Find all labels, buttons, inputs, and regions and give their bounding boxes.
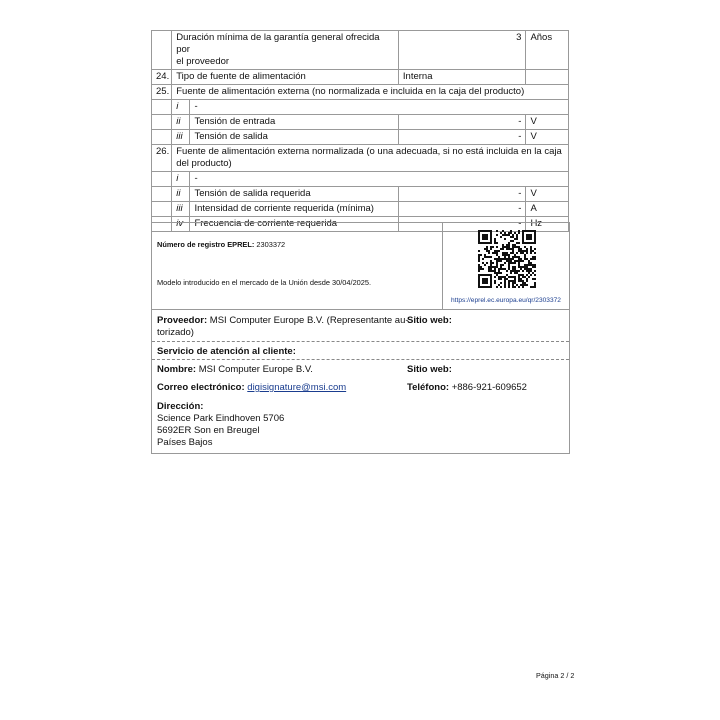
sub-index: iii (172, 202, 190, 217)
sub-index: i (172, 172, 190, 187)
table-row (152, 202, 569, 217)
sub-index: iii (172, 130, 190, 145)
row-number: 24. (152, 70, 172, 85)
qr-url-link[interactable]: https://eprel.ec.europa.eu/qr/2303372 (451, 297, 561, 304)
table-row (152, 70, 569, 85)
address-line: Países Bajos (157, 437, 213, 448)
supplier-value-cont: torizado) (157, 327, 194, 338)
service-heading: Servicio de atención al cliente: (157, 346, 296, 357)
table-row (152, 85, 569, 100)
qr-code[interactable] (476, 230, 538, 290)
qr-section (443, 223, 569, 309)
row-label: Fuente de alimentación externa (no normalizada e incluida en la caja del producto) (172, 85, 569, 100)
row-label: Fuente de alimentación externa normalizada (o una adecuada, si no está incluida en la caja del producto) (172, 145, 569, 172)
sub-value: - (398, 217, 526, 232)
sub-label: Tensión de entrada (190, 115, 398, 130)
sub-label: Frecuencia de corriente requerida (190, 217, 398, 232)
sub-label: - (190, 100, 569, 115)
sub-label: Tensión de salida requerida (190, 187, 398, 202)
sub-index: ii (172, 187, 190, 202)
divider (152, 309, 569, 310)
phone-value: +886-921-609652 (451, 382, 527, 393)
sub-value: - (398, 130, 526, 145)
sub-unit: V (526, 115, 569, 130)
row-label: Tipo de fuente de alimentación (172, 70, 399, 85)
table-row (152, 172, 569, 187)
table-row (152, 115, 569, 130)
table-row (152, 100, 569, 115)
row-value: Interna (398, 70, 526, 85)
address-block (157, 401, 284, 449)
supplier-label: Proveedor: (157, 315, 208, 326)
sub-unit: V (526, 187, 569, 202)
product-info-card (151, 222, 570, 454)
address-line: Science Park Eindhoven 5706 (157, 413, 285, 424)
address-label: Dirección: (157, 401, 204, 412)
sub-index: iv (172, 217, 190, 232)
sub-value: - (398, 115, 526, 130)
eprel-registration-value: 2303372 (256, 240, 286, 249)
market-date-text: Modelo introducido en el mercado de la Unión desde 30/04/2025. (157, 278, 372, 287)
service-email (157, 382, 346, 393)
specs-table (151, 30, 569, 232)
email-label: Correo electrónico: (157, 382, 245, 393)
service-phone (407, 382, 527, 393)
supplier-block (157, 315, 409, 339)
sub-unit: V (526, 130, 569, 145)
sub-label: - (190, 172, 569, 187)
row-value: 3 (398, 31, 526, 70)
service-name-label: Nombre: (157, 364, 197, 375)
email-link[interactable]: digisignature@msi.com (247, 382, 347, 393)
divider (152, 341, 569, 342)
row-number: 26. (152, 145, 172, 172)
sub-value: - (398, 202, 526, 217)
row-number: 25. (152, 85, 172, 100)
sub-label: Tensión de salida (190, 130, 398, 145)
sub-index: ii (172, 115, 190, 130)
supplier-web-label: Sitio web: (407, 315, 452, 326)
table-row (152, 187, 569, 202)
sub-value: - (398, 187, 526, 202)
address-line: 5692ER Son en Breugel (157, 425, 260, 436)
sub-unit: A (526, 202, 569, 217)
sub-unit: Hz (526, 217, 569, 232)
sub-label: Intensidad de corriente requerida (mínima) (190, 202, 398, 217)
eprel-section (152, 223, 443, 309)
eprel-registration-label: Número de registro EPREL: (157, 240, 255, 249)
service-name-value: MSI Computer Europe B.V. (198, 364, 313, 375)
table-row (152, 145, 569, 172)
table-row (152, 31, 569, 70)
row-unit: Años (526, 31, 569, 70)
divider (152, 359, 569, 360)
supplier-value: MSI Computer Europe B.V. (Representante au- (209, 315, 409, 326)
row-label: Duración mínima de la garantía general ofrecida por el proveedor (172, 31, 399, 70)
page-number: Página 2 / 2 (536, 671, 575, 680)
service-name (157, 364, 313, 375)
phone-label: Teléfono: (407, 382, 450, 393)
sub-index: i (172, 100, 190, 115)
table-row (152, 130, 569, 145)
service-web-label: Sitio web: (407, 364, 452, 375)
